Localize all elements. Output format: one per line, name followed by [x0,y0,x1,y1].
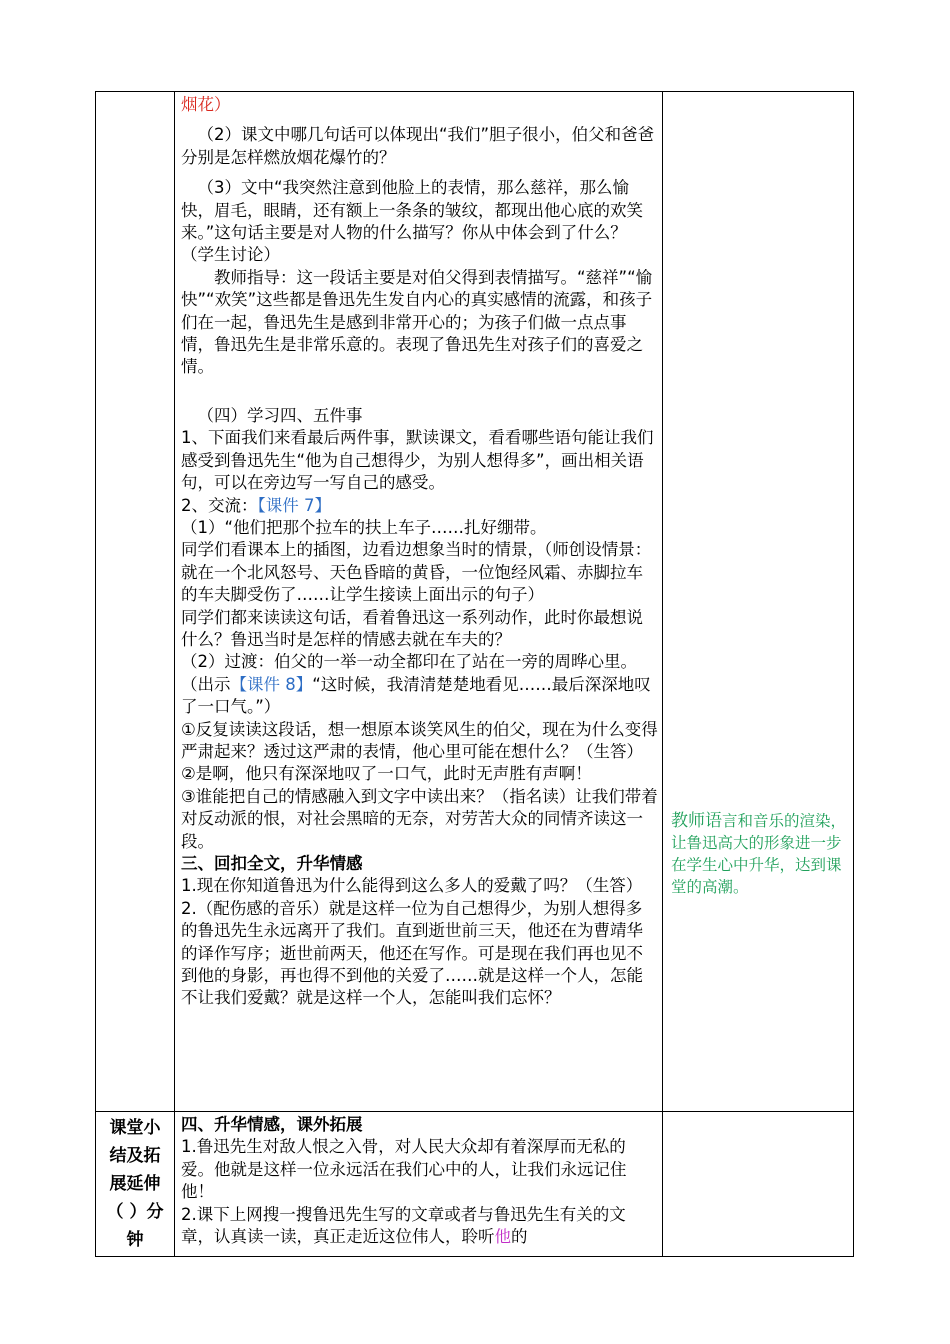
summary-label-line: 结及拓 [109,1146,161,1166]
summary-label-cell [96,1112,175,1257]
recap-1: 1.现在你知道鲁迅为什么能得到这么多人的爱戴了吗？（生答） [181,876,643,896]
question-3: （3）文中“我突然注意到他脸上的表情，那么慈祥，那么愉快，眉毛，眼睛，还有额上一条条的皱纹，都现出他心底的欢笑来。”这句话主要是对人物的什么描写？你从中体会到了什么？（学生讨论） [181,178,643,265]
extension-2-highlight: 他 [494,1227,511,1247]
summary-label-line: 钟 [126,1230,144,1250]
extension-2 [181,1204,658,1249]
courseware-8-label: 【课件 8】 [230,674,313,694]
section-3-title: 三、回扣全文，升华情感 [181,854,363,873]
question-2: （2）课文中哪几句话可以体现出“我们”胆子很小，伯父和爸爸分别是怎样燃放烟花爆竹的？ [181,125,655,167]
recap-2: 2.（配伤感的音乐）就是这样一位为自己想得少，为别人想得多的鲁迅先生永远离开了我们。直到逝世前三天，他还在为曹靖华的译作写序；逝世前两天，他还在写作。可是现在我们再也见不到他的身影，再也得不到他的关爱了……就是这样一个人，怎能不让我们爱戴？就是这样一个人，怎能叫我们忘怀？ [181,898,643,1008]
summary-content-cell [175,1112,663,1257]
transition-prefix: （2）过渡：伯父的一举一动全都印在了站在一旁的周晔心里。（出示 [181,652,637,694]
lesson-plan-table [95,91,854,1257]
summary-label-line: 课堂小 [109,1118,161,1138]
teacher-guidance: 教师指导：这一段话主要是对伯父得到表情描写。“慈祥”“愉快”“欢笑”这些都是鲁迅先生发自内心的真实感情的流露，和孩子们在一起，鲁迅先生是感到非常开心的；为孩子们做一点点事情，鲁迅先生是非常乐意的。表现了鲁迅先生对孩子们的喜爱之情。 [181,267,653,377]
think-paragraph: 同学们都来读读这句话，看着鲁迅这一系列动作，此时你最想说什么？鲁迅当时是怎样的情感去就在车夫的？ [181,607,643,649]
left-column-cell [96,92,175,1112]
extension-2-main: 2.课下上网搜一搜鲁迅先生写的文章或者与鲁迅先生有关的文章，认真读一读，真正走近这位伟人，聆听 [181,1204,626,1247]
summary-side-cell [663,1112,854,1257]
summary-label-line: 展延伸 [109,1174,161,1194]
step-2 [181,495,658,517]
quote-1: （1）“他们把那个拉车的扶上车子……扎好绷带。 [181,517,547,537]
section-4-title: （四）学习四、五件事 [197,405,363,425]
side-note-lead: 教师语 [671,811,722,831]
side-note [663,810,853,898]
extension-2-end: 的 [511,1227,528,1247]
table-row-summary [96,1112,854,1257]
summary-title: 四、升华情感，课外拓展 [181,1115,363,1134]
step-1: 1、下面我们来看最后两件事，默读课文，看看哪些语句能让我们感受到鲁迅先生“他为自己想得少，为别人想得多”，画出相关语句，可以在旁边写一写自己的感受。 [181,428,654,493]
item-circle-1: ①反复读读这段话，想一想原本谈笑风生的伯父，现在为什么变得严肃起来？透过这严肃的表情，他心里可能在想什么？（生答） [181,719,658,761]
scene-paragraph: 同学们看课本上的插图，边看边想象当时的情景，（师创设情景：就在一个北风怒号、天色昏暗的黄昏，一位饱经风霜、赤脚拉车的车夫脚受伤了……让学生接读上面出示的句子） [181,540,652,605]
side-note-text: 言和音乐的渲染，让鲁迅高大的形象进一步在学生心中升华，达到课堂的高潮。 [671,812,847,896]
extension-1: 1.鲁迅先生对敌人恨之入骨，对人民大众却有着深厚而无私的爱。他就是这样一位永远活在我们心中的人，让我们永远记住他！ [181,1137,627,1202]
item-circle-2: ②是啊，他只有深深地叹了一口气，此时无声胜有声啊！ [181,764,592,784]
main-content-cell [175,92,663,1112]
summary-label-line: （ ）分 [106,1202,164,1222]
table-row-teaching-process [96,92,854,1112]
transition-paragraph [181,651,658,718]
item-circle-3: ③谁能把自己的情感融入到文字中读出来？（指名读）让我们带着对反动派的恨，对社会黑暗的无奈，对劳苦大众的同情齐读这一段。 [181,786,658,851]
summary-label [96,1112,174,1256]
transition-suffix: “这时候，我清清楚楚地看见……最后深深地叹了一口气。”） [181,674,651,717]
courseware-7-label: 【课件 7】 [257,495,331,515]
side-note-cell [663,92,854,1112]
top-fragment: 烟花） [181,95,231,114]
step-2-label: 2、交流： [181,495,258,515]
